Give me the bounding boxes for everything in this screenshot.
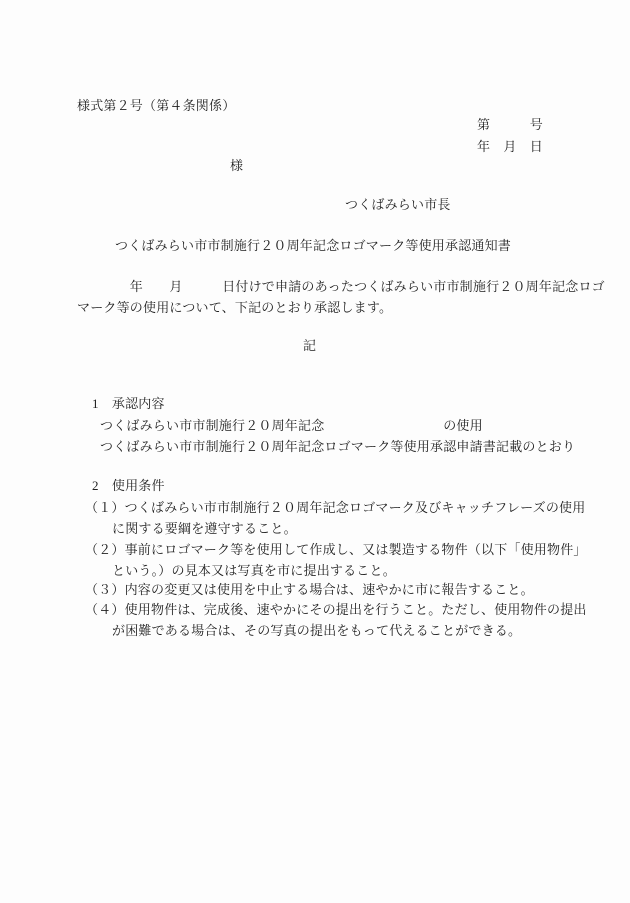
section1-heading: 1 承認内容 [92,396,165,411]
section1-line-1: つくばみらい市市制施行２０周年記念 の使用 [100,418,483,433]
document-number-line: 第 号 [477,117,544,132]
condition-4-line-1: （４）使用物件は、完成後、速やかにその提出を行うこと。ただし、使用物件の提出 [85,602,587,617]
addressee-honorific: 様 [230,158,244,173]
condition-4-line-2: が困難である場合は、その写真の提出をもって代えることができる。 [112,623,522,638]
condition-3-line-1: （３）内容の変更又は使用を中止する場合は、速やかに市に報告すること。 [85,582,534,597]
document-title: つくばみらい市市制施行２０周年記念ロゴマーク等使用承認通知書 [115,238,512,253]
body-paragraph-line-2: マーク等の使用について、下記のとおり承認します。 [77,300,393,315]
section1-line-2: つくばみらい市市制施行２０周年記念ロゴマーク等使用承認申請書記載のとおり [100,439,576,454]
date-line: 年 月 日 [477,139,544,154]
condition-2-line-1: （２）事前にロゴマーク等を使用して作成し、又は製造する物件（以下「使用物件」 [85,542,587,557]
sender-title: つくばみらい市長 [345,197,451,212]
condition-1-line-2: に関する要綱を遵守すること。 [112,521,297,536]
condition-1-line-1: （１）つくばみらい市市制施行２０周年記念ロゴマーク及びキャッチフレーズの使用 [85,500,586,515]
form-number-label: 様式第２号（第４条関係） [77,98,236,113]
body-paragraph-line-1: 年 月 日付けで申請のあったつくばみらい市市制施行２０周年記念ロゴ [77,279,605,294]
condition-2-line-2: という。）の見本又は写真を市に提出すること。 [112,563,396,578]
record-marker: 記 [303,338,317,353]
section2-heading: 2 使用条件 [92,478,165,493]
